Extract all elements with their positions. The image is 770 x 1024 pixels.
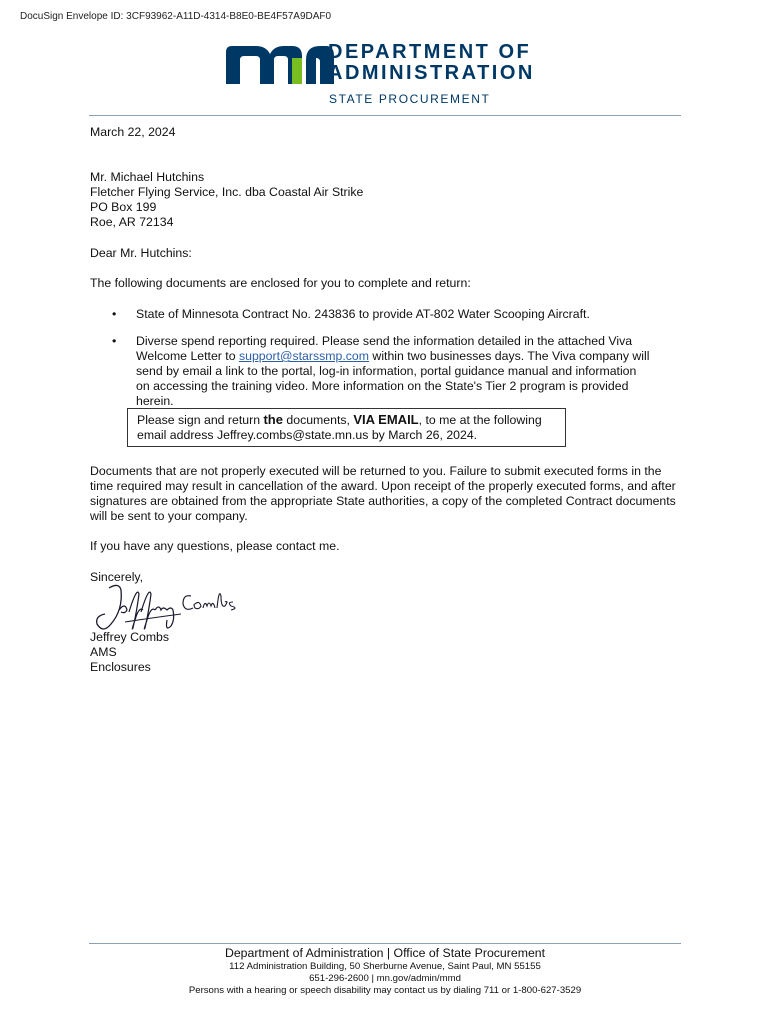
intro-paragraph: The following documents are enclosed for you to complete and return: <box>90 276 471 290</box>
box-text-5: , to me at the following email address Jeffrey.combs@state.mn.us by March 26, 2024. <box>137 413 542 442</box>
bullet2-text-b: within two businesses days. The Viva company will send by email a link to the portal, log-in information, portal guidance manual and information on accessing the training video. More information on the State's Tier 2 program is provided herein. <box>136 349 650 408</box>
box-text-the: the <box>263 412 283 427</box>
recipient-address <box>90 170 363 230</box>
recipient-name: Mr. Michael Hutchins <box>90 170 205 184</box>
list-item <box>90 307 650 322</box>
signer-name: Jeffrey Combs <box>90 630 170 644</box>
handwritten-signature <box>91 580 251 638</box>
footer <box>89 946 681 997</box>
letterhead-title <box>328 42 535 84</box>
questions-line: If you have any questions, please contact me. <box>90 539 340 553</box>
execution-paragraph: Documents that are not properly executed will be returned to you. Failure to submit executed forms in the time required may result in cancellation of the award. Upon receipt of the properly executed forms, and after signatures are obtained from the appropriate State authorities, a copy of the completed Contract documents will be sent to your company. <box>90 464 676 523</box>
enclosures-label: Enclosures <box>90 660 151 674</box>
box-text-3: documents, <box>282 413 354 427</box>
support-email-link[interactable]: support@starssmp.com <box>238 349 370 363</box>
mn-logo-m-shape <box>226 46 302 84</box>
salutation: Dear Mr. Hutchins: <box>90 246 192 260</box>
box-text-via-email: VIA EMAIL <box>353 412 419 427</box>
header-divider <box>89 115 681 116</box>
footer-office: Department of Administration | Office of State Procurement <box>224 946 546 960</box>
letter-date: March 22, 2024 <box>90 125 176 139</box>
signer-title: AMS <box>90 645 117 659</box>
recipient-street: PO Box 199 <box>90 200 157 214</box>
instruction-box <box>127 408 566 447</box>
footer-accessibility: Persons with a hearing or speech disability may contact us by dialing 711 or 1-800-627-3529 <box>188 985 582 996</box>
bullet2-text-a: Diverse spend reporting required. Please send the information detailed in the attached Viva Welcome Letter to <box>136 334 633 363</box>
list-item <box>90 334 650 409</box>
recipient-company: Fletcher Flying Service, Inc. dba Coastal Air Strike <box>90 185 364 199</box>
footer-contact: 651-296-2600 | mn.gov/admin/mmd <box>309 973 461 984</box>
enclosure-list <box>90 307 650 421</box>
recipient-city: Roe, AR 72134 <box>90 215 174 229</box>
closing: Sincerely, <box>90 570 144 584</box>
letterhead-subtitle: STATE PROCUREMENT <box>329 92 491 106</box>
letterhead-line2: ADMINISTRATION <box>328 62 535 84</box>
docusign-envelope-id: DocuSign Envelope ID: 3CF93962-A11D-4314-B8E0-BE4F57A9DAF0 <box>20 11 332 22</box>
letterhead-line1: DEPARTMENT OF <box>328 41 532 63</box>
mn-logo-green-accent <box>292 58 302 84</box>
bullet1-text: State of Minnesota Contract No. 243836 to provide AT-802 Water Scooping Aircraft. <box>136 307 590 321</box>
footer-divider <box>89 943 681 944</box>
footer-address: 112 Administration Building, 50 Sherburne Avenue, Saint Paul, MN 55155 <box>229 961 541 972</box>
box-text-1: Please sign and return <box>137 413 264 427</box>
